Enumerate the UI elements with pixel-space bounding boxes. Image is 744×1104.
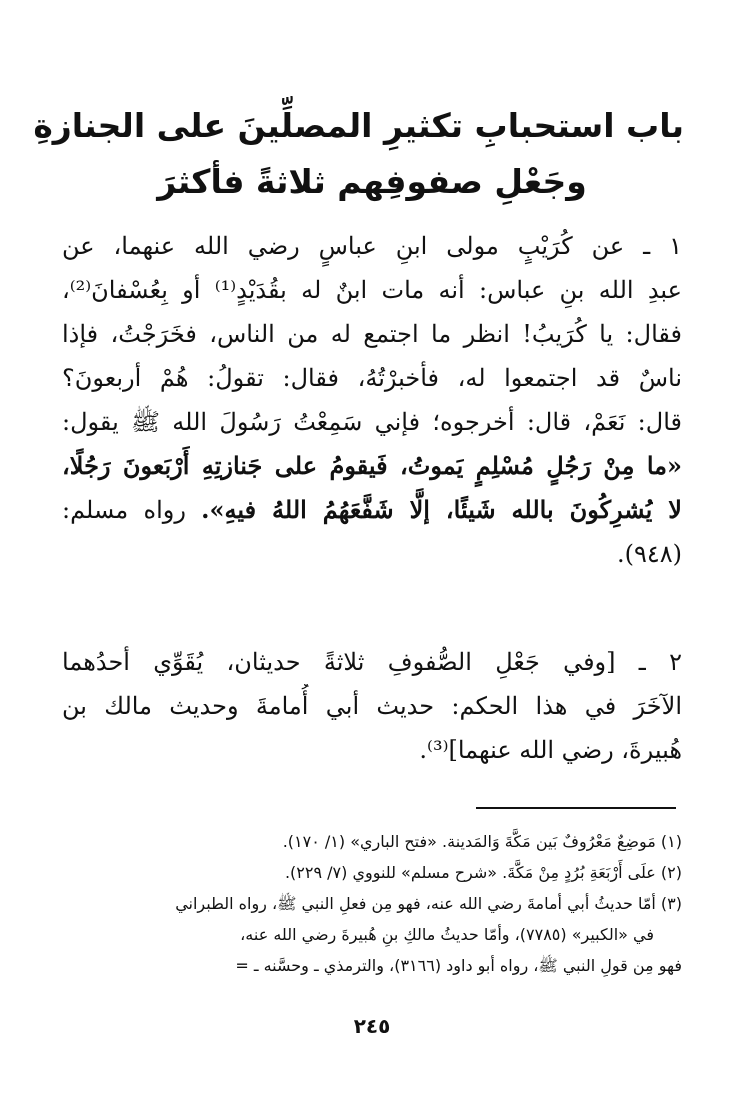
footnote-3-line-3: فهو مِن قولِ النبي ﷺ، رواه أبو داود (٣١٦٦)، والترمذي ـ وحسَّنه ـ = (235, 956, 682, 975)
hadith-2-line-2: الآخَرَ في هذا الحكم: حديث أبي أُمامةَ وحديث مالك بن (62, 692, 682, 720)
hadith-1-quote-text: لا يُشرِكُونَ بالله شَيئًا، إلَّا شَفَّعَهُمُ اللهُ فيهِ». (201, 495, 682, 524)
hadith-1-line-1: ١ ـ عن كُرَيْبٍ مولى ابنِ عباسٍ رضي الله عنهما، عن (62, 232, 682, 260)
hadith-1-line-4: ناسٌ قد اجتمعوا له، فأخبرْتُهُ، فقال: تقولُ: هُمْ أربعونَ؟ (62, 364, 682, 392)
hadith-1-quote-line-2 (62, 488, 682, 532)
footnote-1: (١) مَوضِعٌ مَعْرُوفٌ بَين مَكَّةَ وَالمَدينة. «فتح الباري» (١/ ١٧٠). (282, 832, 682, 851)
hadith-2-line-3: هُبيرةَ، رضي الله عنهما]⁽³⁾. (419, 736, 682, 764)
hadith-1-line-2: عبدِ الله بنِ عباس: أنه مات ابنٌ له بقُدَيْدٍ⁽¹⁾ أو بِعُسْفانَ⁽²⁾، (62, 276, 682, 304)
hadith-1 (62, 224, 682, 576)
footnote-3-line-1: (٣) أمّا حديثُ أبي أمامةَ رضي الله عنه، فهو مِن فعلِ النبي ﷺ، رواه الطبراني (175, 894, 682, 913)
hadith-1-source: رواه مسلم: (62, 496, 186, 524)
chapter-title-line-1: باب استحبابِ تكثيرِ المصلِّينَ على الجنازةِ (33, 106, 684, 145)
hadith-1-quote-line-1: «ما مِنْ رَجُلٍ مُسْلِمٍ يَموتُ، فَيقومُ على جَنازتِهِ أَرْبَعونَ رَجُلًا، (62, 451, 682, 480)
footnote-2: (٢) علَى أَرْبَعَةِ بُرُدٍ مِنْ مَكَّةَ. «شرح مسلم» للنووي (٧/ ٢٢٩). (284, 863, 682, 882)
hadith-1-line-3: فقال: يا كُرَيبُ! انظر ما اجتمع له من الناس، فخَرَجْتُ، فإذا (62, 320, 682, 348)
footnotes (62, 826, 682, 981)
hadith-1-line-5: قال: نَعَمْ، قال: أخرجوه؛ فإني سَمِعْتُ رَسُولَ الله ﷺ يقول: (62, 408, 682, 436)
footnote-3-line-2: في «الكبير» (٧٧٨٥)، وأمّا حديثُ مالكِ بنِ هُبيرةَ رضي الله عنه، (240, 925, 654, 944)
chapter-title-line-2: وجَعْلِ صفوفِهم ثلاثةً فأكثرَ (157, 162, 587, 201)
hadith-2-line-1: ٢ ـ [وفي جَعْلِ الصُّفوفِ ثلاثةً حديثان، يُقَوِّي أحدُهما (62, 648, 682, 676)
footnote-divider (476, 807, 676, 809)
page-number: ٢٤٥ (353, 1014, 391, 1038)
chapter-title (33, 98, 684, 210)
hadith-1-ref: (٩٤٨). (616, 540, 682, 568)
hadith-2 (62, 640, 682, 772)
